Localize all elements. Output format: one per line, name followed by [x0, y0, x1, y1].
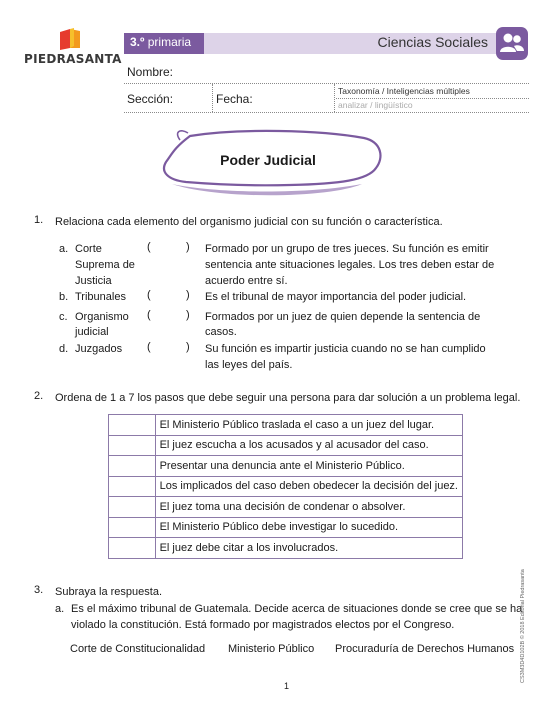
item-term: Corte — [75, 243, 102, 255]
order-number-cell[interactable] — [109, 517, 156, 538]
item-letter: d. — [59, 343, 69, 355]
answer-option[interactable]: Ministerio Público — [228, 643, 315, 655]
question-prompt: Relaciona cada elemento del organismo judicial con su función o característica. — [55, 216, 443, 228]
side-code — [520, 555, 530, 685]
item-letter: a. — [59, 243, 69, 255]
logo-text: PIEDRASANTA — [24, 52, 122, 66]
subject-band — [204, 33, 496, 54]
page-number: 1 — [284, 681, 290, 691]
order-number-cell[interactable] — [109, 415, 156, 436]
answer-option[interactable]: Procuraduría de Derechos Humanos — [335, 643, 515, 655]
divider — [334, 84, 335, 112]
order-number-cell[interactable] — [109, 456, 156, 477]
step-text: Los implicados del caso deben obedecer la decisión del juez. — [155, 476, 462, 497]
section-label: Sección: — [127, 92, 174, 106]
item-description: Formados por un juez de quien depende la sentencia de — [205, 311, 481, 323]
item-description: acuerdo entre sí. — [205, 275, 288, 287]
book-logo-icon — [58, 28, 84, 50]
question-prompt: Subraya la respuesta. — [55, 586, 163, 598]
order-number-cell[interactable] — [109, 476, 156, 497]
worksheet-title: Poder Judicial — [220, 152, 316, 168]
item-term: Justicia — [75, 275, 112, 287]
step-text: Presentar una denuncia ante el Ministerio Público. — [155, 456, 462, 477]
question-number: 3. — [34, 584, 44, 596]
sub-question-text: violado la constitución. Está formado por magistrados electos por el Congreso. — [71, 619, 455, 631]
item-term: Organismo — [75, 311, 129, 323]
step-text: El juez escucha a los acusados y al acusador del caso. — [155, 435, 462, 456]
ordering-table — [108, 414, 463, 559]
table-row — [109, 517, 463, 538]
answer-option[interactable]: Corte de Constitucionalidad — [70, 643, 206, 655]
divider — [212, 84, 213, 112]
item-description: las leyes del país. — [205, 359, 293, 371]
item-description: Su función es impartir justicia cuando no se han cumplido — [205, 343, 486, 355]
item-term: Juzgados — [75, 343, 123, 355]
item-term: Tribunales — [75, 291, 126, 303]
answer-paren-open[interactable]: ( — [147, 241, 151, 253]
item-description: Es el tribunal de mayor importancia del poder judicial. — [205, 291, 467, 303]
item-term: Suprema de — [75, 259, 135, 271]
table-row — [109, 497, 463, 518]
item-letter: c. — [59, 311, 68, 323]
question-number: 2. — [34, 390, 44, 402]
order-number-cell[interactable] — [109, 538, 156, 559]
people-icon — [496, 27, 528, 60]
item-letter: b. — [59, 291, 69, 303]
table-row — [109, 538, 463, 559]
step-text: El Ministerio Público traslada el caso a un juez del lugar. — [155, 415, 462, 436]
answer-paren-open[interactable]: ( — [147, 289, 151, 301]
step-text: El juez toma una decisión de condenar o absolver. — [155, 497, 462, 518]
taxonomy-values: analizar / lingüístico — [338, 100, 413, 110]
name-label: Nombre: — [127, 65, 174, 79]
sub-question-text: Es el máximo tribunal de Guatemala. Decide acerca de situaciones donde se cree que se ha — [71, 603, 523, 615]
grade-word: primaria — [147, 35, 192, 49]
answer-paren-open[interactable]: ( — [147, 341, 151, 353]
question-prompt: Ordena de 1 a 7 los pasos que debe seguir una persona para dar solución a un problema legal. — [55, 392, 521, 404]
order-number-cell[interactable] — [109, 435, 156, 456]
date-label: Fecha: — [216, 92, 253, 106]
question-number: 1. — [34, 214, 44, 226]
name-line[interactable] — [124, 83, 529, 84]
step-text: El juez debe citar a los involucrados. — [155, 538, 462, 559]
answer-paren-close: ) — [186, 241, 190, 253]
table-row — [109, 476, 463, 497]
answer-paren-open[interactable]: ( — [147, 309, 151, 321]
answer-paren-close: ) — [186, 289, 190, 301]
subject-title: Ciencias Sociales — [377, 34, 488, 50]
item-term: judicial — [75, 326, 109, 338]
divider — [336, 98, 529, 99]
side-code-text: CS3M3D4D102B © 2018 Editorial Piedrasanta — [520, 569, 526, 683]
grade-label — [130, 35, 191, 49]
answer-paren-close: ) — [186, 309, 190, 321]
taxonomy-label: Taxonomía / Inteligencias múltiples — [338, 86, 470, 96]
section-line — [124, 112, 529, 113]
answer-paren-close: ) — [186, 341, 190, 353]
step-text: El Ministerio Público debe investigar lo sucedido. — [155, 517, 462, 538]
table-row — [109, 435, 463, 456]
table-row — [109, 415, 463, 436]
item-description: Formado por un grupo de tres jueces. Su función es emitir — [205, 243, 489, 255]
item-description: casos. — [205, 326, 237, 338]
order-number-cell[interactable] — [109, 497, 156, 518]
table-row — [109, 456, 463, 477]
item-description: sentencia ante situaciones legales. Los tres deben estar de — [205, 259, 495, 271]
sub-letter: a. — [55, 603, 65, 615]
grade-band — [124, 33, 204, 54]
grade-number: 3.º — [130, 35, 145, 49]
